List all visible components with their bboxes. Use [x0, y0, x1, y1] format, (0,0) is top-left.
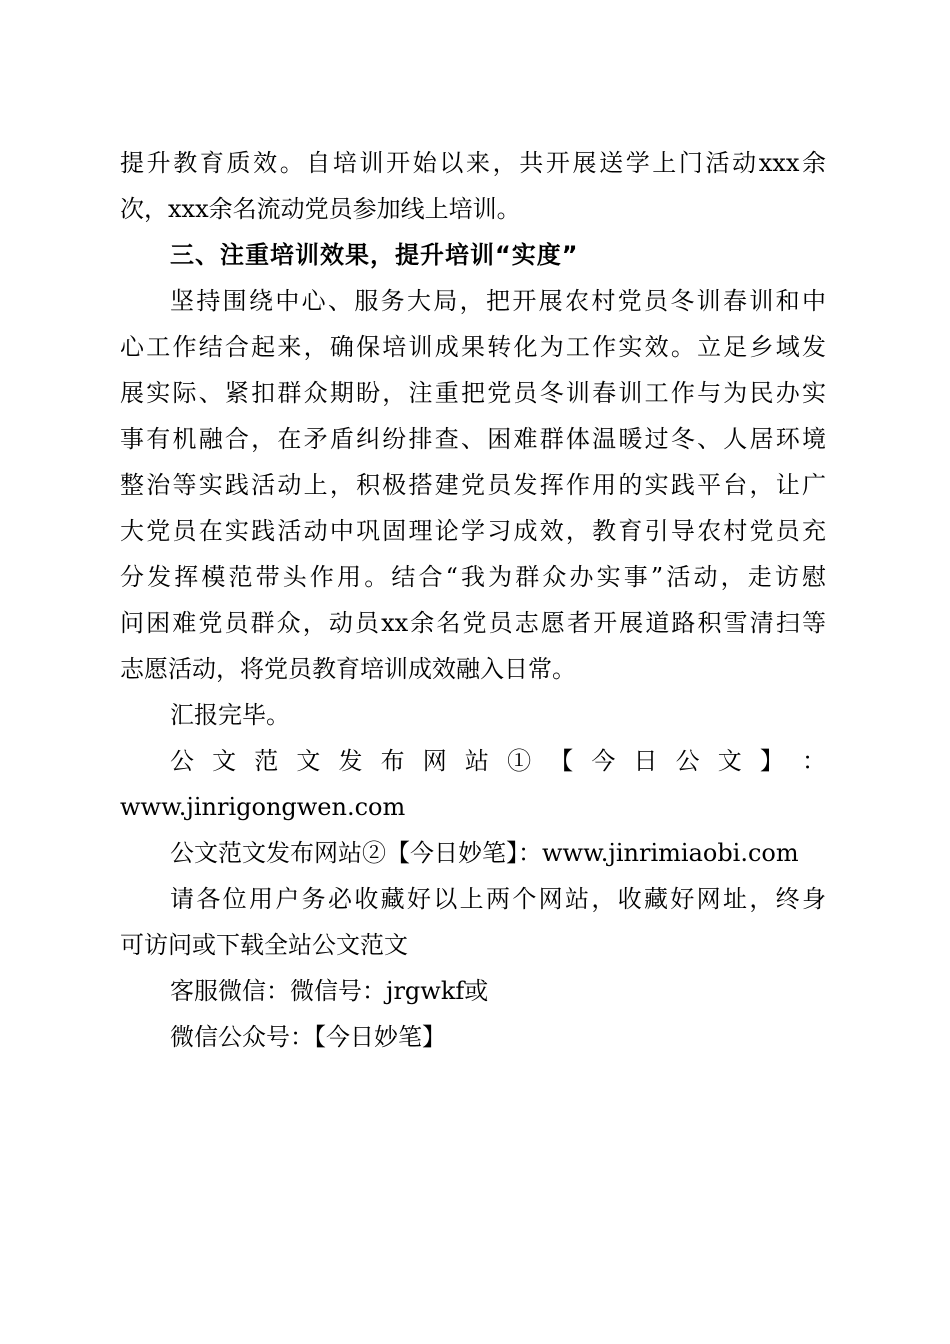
section-heading: 三、注重培训效果，提升培训“实度”	[170, 241, 579, 269]
paragraph-line: 提升教育质效。自培训开始以来，共开展送学上门活动xxx余	[120, 149, 826, 177]
notice-line: 可访问或下载全站公文范文	[120, 931, 408, 959]
paragraph-line: 分发挥模范带头作用。结合“我为群众办实事”活动，走访慰	[120, 563, 826, 591]
paragraph-line: 展实际、紧扣群众期盼，注重把党员冬训春训工作与为民办实	[120, 379, 826, 407]
paragraph-line: 次，xxx余名流动党员参加线上培训。	[120, 195, 521, 223]
document-body	[120, 140, 826, 1060]
paragraph-line: 大党员在实践活动中巩固理论学习成效，教育引导农村党员充	[120, 517, 826, 545]
paragraph-line: 志愿活动，将党员教育培训成效融入日常。	[120, 655, 576, 683]
notice-line: 请各位用户务必收藏好以上两个网站，收藏好网址，终身	[170, 885, 826, 913]
website-line: 公文范文发布网站②【今日妙笔】：www.jinrimiaobi.com	[170, 839, 799, 867]
website-line: 公 文 范 文 发 布 网 站 ① 【 今 日 公 文 】 ：	[170, 747, 826, 775]
contact-line: 微信公众号：【今日妙笔】	[170, 1023, 446, 1051]
paragraph-line: 问困难党员群众，动员xx余名党员志愿者开展道路积雪清扫等	[120, 609, 826, 637]
contact-line: 客服微信：微信号：jrgwkf或	[170, 977, 489, 1005]
closing-line: 汇报完毕。	[170, 701, 290, 729]
paragraph-line: 事有机融合，在矛盾纠纷排查、困难群体温暖过冬、人居环境	[120, 425, 826, 453]
website-url: www.jinrigongwen.com	[120, 793, 406, 821]
paragraph-line: 整治等实践活动上，积极搭建党员发挥作用的实践平台，让广	[120, 471, 826, 499]
paragraph-line: 心工作结合起来，确保培训成果转化为工作实效。立足乡域发	[120, 333, 826, 361]
paragraph-line: 坚持围绕中心、服务大局，把开展农村党员冬训春训和中	[170, 287, 826, 315]
